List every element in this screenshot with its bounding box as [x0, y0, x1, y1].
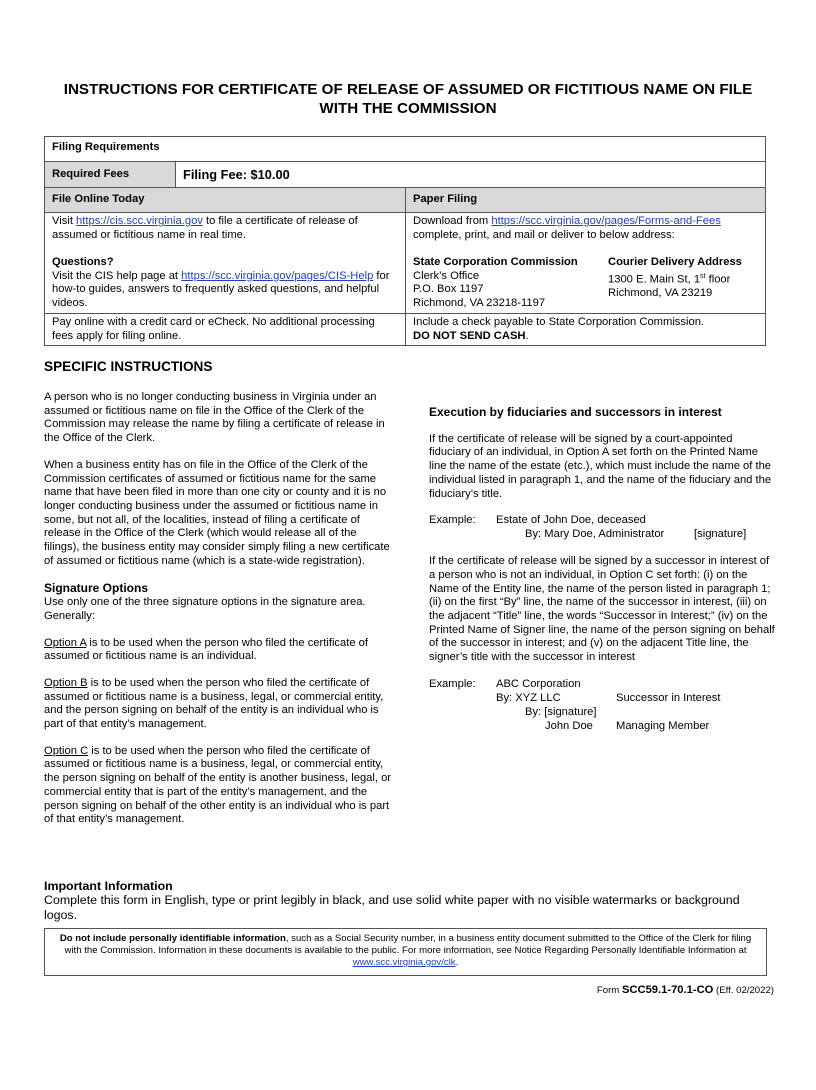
specific-paragraph-1: A person who is no longer conducting business in Virginia under an assumed or fictitious name on file in the Office of the Clerk of the Commission may release the name by filing a certificate of release in the Office of the Clerk.	[44, 391, 385, 445]
required-fees-label: Required Fees	[45, 162, 176, 188]
online-payment-note: Pay online with a credit card or eCheck. No additional processing fees apply for filing online.	[45, 314, 406, 346]
example-1-label: Example:	[429, 514, 476, 527]
pii-notice	[44, 928, 767, 976]
form-prefix: Form	[596, 985, 622, 996]
example-2-label: Example:	[429, 677, 476, 690]
left-column	[44, 391, 394, 827]
important-text: Complete this form in English, type or print legibly in black, and use solid white paper with no visible watermarks or background logos.	[44, 893, 740, 922]
cis-link[interactable]: https://cis.scc.virginia.gov	[76, 215, 203, 227]
example-2-line-4: John Doe	[545, 719, 593, 732]
file-online-cell	[45, 213, 406, 314]
example-2-title-2: Successor in Interest	[616, 691, 721, 704]
option-b-text: is to be used when the person who filed the certificate of assumed or fictitious name is a business, legal, or commercial entity, and the person signing on behalf of the entity is an individual who is part of that entity’s management.	[44, 676, 384, 731]
option-a	[44, 637, 394, 664]
example-1-signature: [signature]	[694, 528, 747, 541]
mail-line-2: P.O. Box 1197	[413, 283, 484, 296]
paper-filing-cell	[406, 213, 766, 314]
courier-line-2: Richmond, VA 23219	[608, 287, 713, 300]
clk-link[interactable]: www.scc.virginia.gov/clk	[352, 957, 456, 968]
pii-notice-text: , such as a Social Security number, in a business entity document submitted to the Office of the Clerk for filing with the Commission. Information in these documents is available to the public. For more information, see Notice Regarding Personally Identifiable Information at	[64, 933, 752, 956]
questions-label: Questions?	[52, 256, 114, 269]
filing-requirements-heading: Filing Requirements	[45, 137, 766, 162]
online-text-2-end: for how-to guides, answers to frequently asked questions, and helpful videos.	[52, 269, 390, 309]
no-cash-end: .	[525, 329, 529, 342]
important-heading: Important Information	[44, 879, 173, 893]
courier-line-1	[608, 270, 742, 287]
courier-address	[608, 256, 742, 310]
pii-notice-end: .	[455, 957, 459, 968]
online-text-1-end: to file a certificate of release of assumed or fictitious name in real time.	[52, 215, 358, 241]
important-information	[44, 879, 774, 923]
title-line-2: WITH THE COMMISSION	[319, 100, 497, 117]
paper-payment-note	[406, 314, 766, 346]
courier-heading: Courier Delivery Address	[608, 256, 742, 269]
fiduciary-paragraph-2: If the certificate of release will be signed by a successor in interest of a person who is not an individual, in Option C set forth: (i) on the Name of the Entity line, the name of the person listed in paragraph 1; (ii) on the first “By” line, the name of the successor in interest, (iii) on the adjacent “Title” line, the words “Successor in Interest;” (iv) on the Printed Name of Signer line, the name of the person signing on behalf of the successor in interest; and (v) on the adjacent Title line, the signer’s title with the successor in interest	[429, 555, 775, 664]
filing-requirements-table	[44, 136, 766, 346]
example-1-line-1: Estate of John Doe, deceased	[496, 514, 646, 527]
form-number	[597, 984, 774, 996]
paper-text-end: complete, print, and mail or deliver to below address:	[413, 228, 675, 241]
example-2-title-4: Managing Member	[616, 719, 710, 732]
mail-line-3: Richmond, VA 23218-1197	[413, 296, 546, 309]
online-text-2: Visit the CIS help page at	[52, 269, 182, 282]
form-code: SCC59.1-70.1-CO	[621, 984, 714, 996]
example-1-line-2: By: Mary Doe, Administrator	[525, 528, 665, 541]
example-2-line-3: By: [signature]	[525, 705, 597, 718]
paper-payment-text: Include a check payable to State Corporation Commission.	[413, 316, 705, 328]
option-b	[44, 677, 394, 732]
cis-help-link[interactable]: https://scc.virginia.gov/pages/CIS-Help	[181, 269, 374, 282]
paper-text: Download from	[413, 215, 492, 227]
specific-instructions-heading: SPECIFIC INSTRUCTIONS	[44, 359, 213, 374]
option-c	[44, 745, 394, 827]
forms-and-fees-link[interactable]: https://scc.virginia.gov/pages/Forms-and-Fees	[491, 215, 721, 227]
paper-filing-heading: Paper Filing	[406, 188, 766, 213]
option-a-label: Option A	[44, 636, 87, 649]
mail-line-1: Clerk’s Office	[413, 269, 480, 282]
file-online-heading: File Online Today	[45, 188, 406, 213]
no-cash-warning: DO NOT SEND CASH	[413, 329, 526, 342]
example-1	[429, 514, 775, 542]
courier-line-1-sup: st	[700, 272, 706, 280]
courier-line-1-end: floor	[705, 273, 731, 286]
pii-notice-bold: Do not include personally identifiable information	[59, 933, 286, 944]
fiduciary-heading: Execution by fiduciaries and successors in interest	[429, 405, 722, 419]
courier-line-1-text: 1300 E. Main St, 1	[608, 273, 701, 286]
online-text-1: Visit	[52, 215, 77, 227]
page-title	[40, 80, 776, 118]
right-column	[429, 406, 775, 734]
signature-options-heading: Signature Options	[44, 581, 149, 596]
example-2-line-1: ABC Corporation	[496, 677, 581, 690]
signature-options-text: Use only one of the three signature options in the signature area. Generally:	[44, 596, 366, 622]
option-c-text: is to be used when the person who filed the certificate of assumed or fictitious name is a business, legal, or commercial entity, the person signing on behalf of the entity is another business, legal, or commercial entity that is part of the entity’s management, and the person signing on behalf of the other entity is an individual who is part of that entity’s management.	[44, 744, 392, 826]
form-effective-date: (Eff. 02/2022)	[713, 985, 774, 996]
option-b-label: Option B	[44, 676, 88, 689]
mail-address	[413, 256, 608, 310]
option-c-label: Option C	[44, 744, 89, 757]
mail-heading: State Corporation Commission	[413, 256, 578, 269]
example-2	[429, 678, 775, 734]
fiduciary-paragraph-1: If the certificate of release will be signed by a court-appointed fiduciary of an individual, in Option A set forth on the Printed Name line the name of the estate (etc.), which must include the name of the individual listed in paragraph 1, and the name of the fiduciary and the fiduciary’s title.	[429, 432, 772, 500]
example-2-line-2: By: XYZ LLC	[496, 691, 561, 704]
filing-fee-value: Filing Fee: $10.00	[176, 162, 766, 188]
option-a-text: is to be used when the person who filed the certificate of assumed or fictitious name is an individual.	[44, 636, 369, 663]
title-line-1: INSTRUCTIONS FOR CERTIFICATE OF RELEASE OF ASSUMED OR FICTITIOUS NAME ON FILE	[63, 81, 753, 98]
specific-paragraph-2: When a business entity has on file in the Office of the Clerk of the Commission certificates of assumed or fictitious name for the same name that have been filed in more than one city or county and it is no longer conducting business under the assumed or fictitious name in some, but not all, of the localities, instead of filing a certificate of release in the Office of the Clerk (which would release all of the filings), the business entity may consider simply filing a new certificate of assumed or fictitious name (which is a state-wide registration).	[44, 458, 390, 567]
